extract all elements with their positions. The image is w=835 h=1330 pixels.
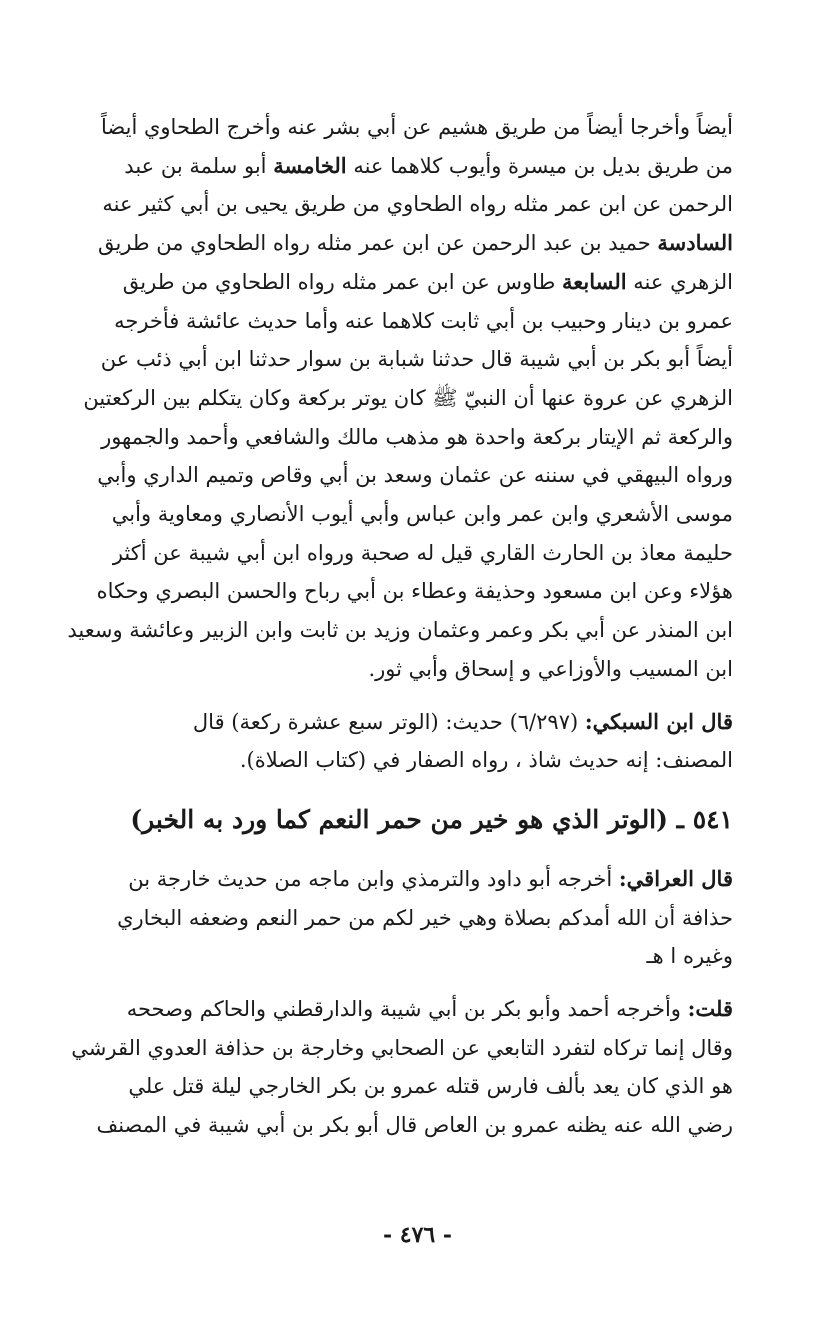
text-line	[50, 263, 733, 302]
text-line: عمرو بن دينار وحبيب بن أبي ثابت كلاهما عنه وأما حديث عائشة فأخرجه	[114, 308, 733, 333]
bold-keyword: الخامسة	[273, 152, 347, 178]
text-run: (٦/٢٩٧) حديث: (الوتر سبع عشرة ركعة) قال	[192, 709, 585, 734]
text-line	[50, 147, 733, 186]
text-line: حذافة أن الله أمدكم بصلاة وهي خير لكم من حمر النعم وضعفه البخاري	[117, 905, 733, 930]
bold-keyword: السابعة	[561, 268, 627, 294]
paragraph-iraqi	[50, 860, 733, 976]
text-line: الزهري عن عروة عنها أن النبيّ ﷺ كان يوتر بركعة وكان يتكلم بين الركعتين	[83, 385, 733, 410]
text-run: وأخرجه أحمد وأبو بكر بن أبي شيبة والدارقطني والحاكم وصححه	[126, 997, 688, 1022]
text-line: هو الذي كان يعد بألف فارس قتله عمرو بن بكر الخارجي ليلة قتل علي	[128, 1074, 733, 1099]
text-line	[50, 224, 733, 263]
text-line	[50, 703, 733, 742]
paragraph-qultu	[50, 990, 733, 1145]
page-number: - ٤٧٦ -	[382, 1222, 453, 1248]
bold-keyword: قال العراقي:	[618, 865, 733, 891]
text-line: موسى الأشعري وابن عمر وابن عباس وأبي أيوب الأنصاري ومعاوية وأبي	[111, 502, 733, 527]
text-run: طاوس عن ابن عمر مثله رواه الطحاوي من طريق	[122, 269, 562, 294]
text-line: الرحمن عن ابن عمر مثله رواه الطحاوي من طريق يحيى بن أبي كثير عنه	[102, 192, 733, 217]
paragraph-ibn-subki	[50, 703, 733, 780]
spacer	[50, 976, 733, 990]
text-line: وقال إنما تركاه لتفرد التابعي عن الصحابي وخارجة بن حذافة العدوي القرشي	[71, 1035, 733, 1060]
text-line: رضي الله عنه يظنه عمرو بن العاص قال أبو بكر بن أبي شيبة في المصنف	[96, 1113, 733, 1138]
text-line: والركعة ثم الإيتار بركعة واحدة هو مذهب مالك والشافعي وأحمد والجمهور	[101, 424, 733, 449]
text-line	[50, 860, 733, 899]
text-run: الزهري عنه	[626, 269, 733, 294]
spacer	[50, 689, 733, 703]
text-run: أخرجه أبو داود والترمذي وابن ماجه من حديث خارجة بن	[128, 866, 619, 891]
text-line: حليمة معاذ بن الحارث القاري قيل له صحبة ورواه ابن أبي شيبة عن أكثر	[112, 540, 733, 565]
bold-keyword: قال ابن السبكي:	[584, 708, 733, 734]
bold-keyword: السادسة	[657, 230, 733, 256]
text-line: ابن المنذر عن أبي بكر وعمر وعثمان وزيد بن ثابت وابن الزبير وعائشة وسعيد	[67, 618, 733, 643]
text-line: أيضاً أبو بكر بن أبي شيبة قال حدثنا شبابة بن سوار حدثنا ابن أبي ذئب عن	[100, 347, 733, 372]
text-line	[50, 990, 733, 1029]
section-heading: ٥٤١ ـ (الوتر الذي هو خير من حمر النعم كما ورد به الخبر)	[130, 804, 733, 834]
text-line: ورواه البيهقي في سننه عن عثمان وسعد بن أبي وقاص وتميم الداري وأبي	[97, 463, 733, 488]
text-line: ابن المسيب والأوزاعي و إسحاق وأبي ثور.	[368, 656, 733, 681]
text-line: المصنف: إنه حديث شاذ ، رواه الصفار في (كتاب الصلاة).	[239, 748, 733, 773]
text-run: من طريق بديل بن ميسرة وأيوب كلاهما عنه	[346, 153, 733, 178]
paragraph-1	[50, 108, 733, 689]
bold-keyword: قلت:	[687, 996, 733, 1022]
text-run: حميد بن عبد الرحمن عن ابن عمر مثله رواه الطحاوي من طريق	[97, 231, 658, 256]
text-line: هؤلاء وعن ابن مسعود وحذيفة وعطاء بن أبي رباح والحسن البصري وحكاه	[96, 579, 733, 604]
text-line: أيضاً وأخرجا أيضاً من طريق هشيم عن أبي بشر عنه وأخرج الطحاوي أيضاً	[101, 115, 733, 139]
text-line: وغيره ا هـ	[646, 944, 733, 969]
text-run: أبو سلمة بن عبد	[124, 153, 274, 178]
